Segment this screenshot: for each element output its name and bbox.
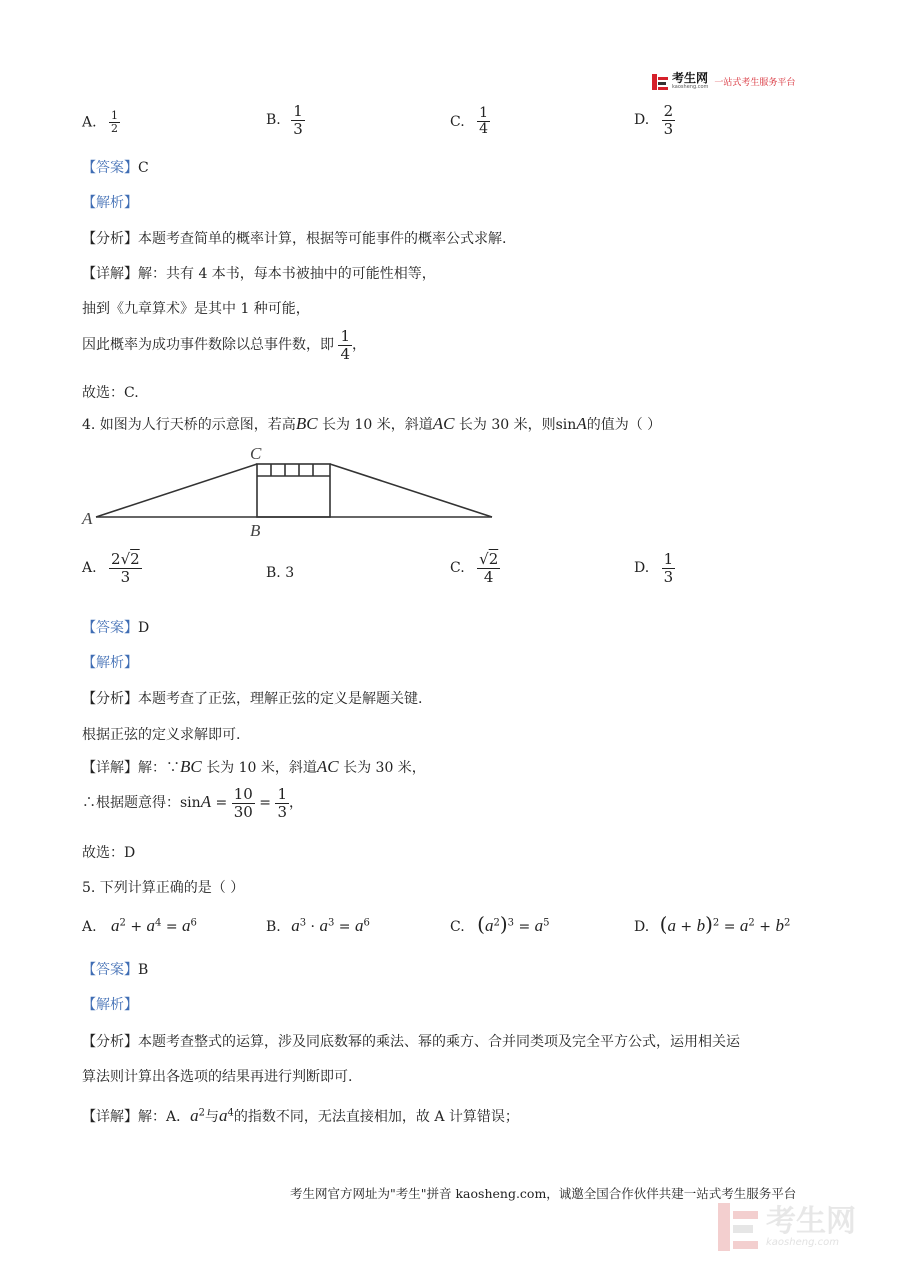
q5-jiexi: 【解析】 <box>82 997 138 1013</box>
q5-question: 5. 下列计算正确的是（ ） <box>82 880 245 896</box>
q5-option-c: C. $(a^2)^3 = a^5$ <box>450 912 550 936</box>
watermark-domain: kaosheng.com <box>766 1236 839 1248</box>
fraction: $\frac{1}{3}$ <box>293 102 303 138</box>
q3-option-c <box>450 106 490 138</box>
label-a: A <box>82 509 93 528</box>
fraction: $\frac{1}{3}$ <box>277 785 287 821</box>
option-label: D. <box>634 112 650 128</box>
q5-fenxi: 【分析】本题考查整式的运算，涉及同底数幂的乘法、幂的乘方、合并同类项及完全平方公式，运用相关运 <box>82 1034 740 1050</box>
fraction: $\frac{1}{3}$ <box>663 550 674 586</box>
q3-answer <box>82 157 149 177</box>
footer-text: 考生网官方网址为"考生"拼音 kaosheng.com，诚邀全国合作伙伴共建一站式考生服务平台 <box>290 1186 797 1201</box>
q4-fenxi2: 根据正弦的定义求解即可. <box>82 727 241 743</box>
logo-name: 考生网 <box>672 71 709 85</box>
q4-answer: 【答案】D <box>82 620 150 636</box>
watermark-logo-icon <box>718 1203 758 1251</box>
q4-jiexi: 【解析】 <box>82 655 138 671</box>
q4-xiangjie: 【详解】解：∵BC 长为 10 米，斜道AC 长为 30 米， <box>82 757 426 776</box>
q5-fenxi2: 算法则计算出各选项的结果再进行判断即可. <box>82 1069 353 1085</box>
q4-option-d: D. $\frac{1}{3}$ <box>634 550 674 586</box>
logo-domain: kaosheng.com <box>672 84 709 90</box>
q5-option-d: D. $(a + b)^2 = a^2 + b^2$ <box>634 912 791 936</box>
option-label: A. <box>82 114 97 131</box>
watermark <box>718 1203 856 1251</box>
q3-option-d <box>634 103 675 137</box>
q3-choose: 故选：C. <box>82 385 139 401</box>
fraction: $\frac{1}{2}$ <box>111 109 119 136</box>
q5-answer: 【答案】B <box>82 962 149 978</box>
answer-value: C <box>138 160 149 176</box>
ramp-right <box>330 464 492 517</box>
q4-option-b: B. 3 <box>266 565 295 581</box>
q3-option-a <box>82 110 120 135</box>
fraction: $\frac{1}{4}$ <box>340 327 350 363</box>
fraction: $\frac{√2}{4}$ <box>479 550 499 586</box>
fraction: $\frac{1}{4}$ <box>479 105 489 138</box>
fraction: $\frac{2}{3}$ <box>663 102 674 138</box>
label-b: B <box>250 521 261 540</box>
kaosheng-logo-icon <box>652 74 668 90</box>
answer-tag: 【答案】 <box>82 160 138 176</box>
option-label: B. <box>266 112 281 128</box>
q4-fenxi: 【分析】本题考查了正弦，理解正弦的定义是解题关键. <box>82 691 423 707</box>
q3-line2: 抽到《九章算术》是其中 1 种可能， <box>82 301 310 317</box>
q3-jiexi: 【解析】 <box>82 195 138 211</box>
bridge-body <box>257 464 330 517</box>
footbridge-diagram <box>80 442 500 540</box>
q3-xiangjie: 【详解】解：共有 4 本书，每本书被抽中的可能性相等， <box>82 266 436 282</box>
q3-option-b <box>266 103 305 137</box>
q4-option-c: C. $\frac{√2}{4}$ <box>450 550 499 586</box>
q4-choose: 故选：D <box>82 845 136 861</box>
header-logo <box>652 73 795 90</box>
q4-equation: ∴根据题意得：sinA = $\frac{10}{30}$ = $\frac{1}{3}$ ， <box>82 785 303 821</box>
option-label: C. <box>450 113 465 130</box>
q5-xiangjie: 【详解】解：A．$a^2$与$a^4$的指数不同，无法直接相加，故 A 计算错误； <box>82 1106 519 1125</box>
q4-option-a: A. $\frac{2√2}{3}$ <box>82 550 140 586</box>
header-slogan: 一站式考生服务平台 <box>714 78 796 88</box>
q3-fenxi: 【分析】本题考查简单的概率计算，根据等可能事件的概率公式求解. <box>82 231 507 247</box>
fraction: $\frac{2√2}{3}$ <box>111 550 140 586</box>
fraction: $\frac{10}{30}$ <box>233 785 253 821</box>
q5-option-a: A. $a^2 + a^4 = a^6$ <box>82 916 197 935</box>
label-c: C <box>250 444 262 463</box>
q5-option-b: B. $a^3 \cdot a^3 = a^6$ <box>266 916 370 935</box>
ramp-left <box>96 464 257 517</box>
q4-question: 4. 如图为人行天桥的示意图，若高BC 长为 10 米，斜道AC 长为 30 米，则sinA的值为（ ） <box>82 414 662 433</box>
watermark-name: 考生网 <box>766 1203 856 1239</box>
q3-line3: 因此概率为成功事件数除以总事件数，即 $\frac{1}{4}$ ， <box>82 327 366 363</box>
